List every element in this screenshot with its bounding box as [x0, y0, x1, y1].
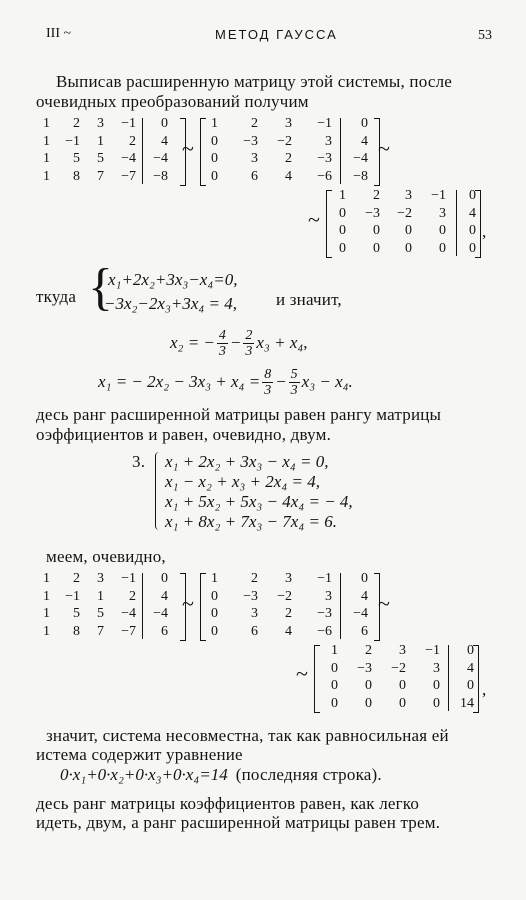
matrix-cell: 3: [433, 660, 440, 676]
matrix-cell: −1: [317, 571, 332, 586]
matrix-cell: −4: [153, 151, 168, 166]
matrix-cell: 4: [467, 660, 474, 676]
para1-line2: очевидных преобразований получим: [36, 92, 309, 111]
matrix-cell: −4: [121, 151, 136, 166]
matrix-cell: 1: [331, 643, 338, 658]
matrix-left-bracket: [326, 190, 332, 258]
tilde-b1: ~: [182, 591, 194, 616]
tilde-b2: ~: [378, 591, 390, 616]
matrix-cell: −1: [121, 116, 136, 131]
matrix-cell: −4: [353, 151, 368, 166]
matrix-left-bracket: [200, 118, 206, 186]
matrix-cell: −3: [317, 151, 332, 166]
matrix-cell: 3: [325, 588, 332, 604]
system3-number: 3.: [132, 452, 146, 471]
matrix-cell: 4: [161, 133, 168, 149]
matrix-cell: 3: [97, 571, 104, 586]
matrix-cell: 2: [285, 151, 292, 166]
otkuda-suffix: и значит,: [276, 290, 342, 309]
matrix-cell: 2: [251, 571, 258, 586]
system3-eq1: x₁ + 2x₂ + 3x₃ − x₄ = 0,: [165, 452, 329, 471]
matrix-cell: 1: [43, 151, 50, 166]
page-title: МЕТОД ГАУССА: [215, 27, 338, 42]
matrix-cell: 1: [43, 606, 50, 621]
matrix-cell: 3: [251, 606, 258, 621]
matrix-a1: [36, 116, 186, 186]
matrix-cell: 0: [211, 623, 218, 639]
matrix-b1: [36, 571, 186, 641]
matrix-cell: 1: [43, 623, 50, 639]
matrix-cell: −1: [65, 133, 80, 149]
matrix-cell: −4: [353, 606, 368, 621]
formula-x2-tail: x₃ + x₄,: [256, 333, 308, 352]
system3-eq3: x₁ + 5x₂ + 5x₃ − 4x₄ = − 4,: [165, 492, 353, 511]
augmentation-bar: [448, 645, 449, 711]
matrix-cell: 4: [469, 205, 476, 221]
matrix-cell: 0: [361, 571, 368, 586]
matrix-cell: 2: [73, 116, 80, 131]
matrix-cell: 5: [73, 151, 80, 166]
formula-x2: [170, 326, 308, 360]
matrix-cell: 0: [365, 678, 372, 693]
matrix-cell: 5: [73, 606, 80, 621]
matrix-cell: 1: [43, 571, 50, 586]
matrix-cell: 0: [211, 133, 218, 149]
matrix-cell: 1: [43, 168, 50, 184]
matrix-cell: 0: [331, 695, 338, 711]
matrix-cell: 4: [361, 133, 368, 149]
matrix-cell: 8: [73, 168, 80, 184]
matrix-cell: −8: [153, 168, 168, 184]
matrix-cell: 3: [439, 205, 446, 221]
matrix-cell: 1: [43, 116, 50, 131]
header-left-mark: III ~: [46, 26, 72, 41]
matrix-left-bracket: [314, 645, 320, 713]
para4-line3: десь ранг матрицы коэффициентов равен, как легко: [36, 794, 420, 813]
formula-x1-tail: x₃ − x₄.: [301, 372, 353, 391]
matrix-cell: 1: [211, 116, 218, 131]
matrix-cell: −1: [65, 588, 80, 604]
matrix-cell: −6: [317, 168, 332, 184]
matrix-cell: 6: [251, 623, 258, 639]
system-brace: {: [88, 259, 113, 316]
augmentation-bar: [456, 190, 457, 256]
matrix-cell: 0: [339, 240, 346, 256]
matrix-cell: 1: [97, 588, 104, 604]
matrix-cell: 4: [285, 623, 292, 639]
matrix-cell: 3: [325, 133, 332, 149]
matrix-cell: 3: [285, 571, 292, 586]
matrix-cell: 0: [439, 223, 446, 238]
matrix-cell: 0: [433, 678, 440, 693]
matrix-cell: 2: [129, 588, 136, 604]
matrix-b2: [200, 571, 380, 641]
augmentation-bar: [340, 118, 341, 184]
formula-x1: [98, 365, 353, 399]
para4-equation-line: [60, 765, 382, 785]
matrix-cell: −2: [391, 660, 406, 676]
matrix-cell: −8: [353, 168, 368, 184]
augmentation-bar: [142, 573, 143, 639]
comma-a3: ,: [482, 222, 487, 241]
matrix-cell: −1: [431, 188, 446, 203]
matrix-cell: 0: [331, 660, 338, 676]
matrix-cell: 0: [161, 116, 168, 131]
matrix-cell: 0: [211, 588, 218, 604]
formula-x1-mid: −: [275, 372, 287, 391]
matrix-cell: 1: [43, 133, 50, 149]
para4-line2: истема содержит уравнение: [36, 745, 243, 764]
matrix-cell: −1: [317, 116, 332, 131]
para3-line1: меем, очевидно,: [46, 547, 166, 566]
matrix-cell: 5: [97, 151, 104, 166]
augmentation-bar: [142, 118, 143, 184]
comma-b3: ,: [482, 680, 487, 699]
augmentation-bar: [340, 573, 341, 639]
matrix-cell: 3: [405, 188, 412, 203]
otkuda-label: ткуда: [36, 287, 77, 306]
matrix-cell: 0: [405, 223, 412, 238]
matrix-cell: 1: [97, 133, 104, 149]
fraction: $\frac{8}{3}$: [264, 366, 272, 398]
matrix-cell: 3: [97, 116, 104, 131]
matrix-cell: 0: [373, 223, 380, 238]
tilde-a2: ~: [378, 136, 390, 161]
matrix-cell: 0: [399, 678, 406, 693]
matrix-cell: 3: [251, 151, 258, 166]
system3-eq2: x₁ − x₂ + x₃ + 2x₄ = 4,: [165, 472, 320, 491]
formula-x2-mid: −: [229, 333, 242, 352]
matrix-cell: 0: [399, 695, 406, 711]
matrix-cell: 0: [469, 188, 476, 203]
system3-brace: [155, 452, 159, 530]
matrix-cell: 2: [373, 188, 380, 203]
otkuda-eq2: −3x₂−2x₃+3x₄ = 4,: [104, 294, 238, 313]
matrix-cell: −2: [277, 588, 292, 604]
matrix-cell: −3: [317, 606, 332, 621]
otkuda-eq1: x₁+2x₂+3x₃−x₄=0,: [108, 270, 238, 289]
matrix-cell: 2: [73, 571, 80, 586]
matrix-cell: 0: [161, 571, 168, 586]
matrix-cell: 0: [405, 240, 412, 256]
matrix-cell: 0: [365, 695, 372, 711]
tilde-a3: ~: [308, 207, 320, 232]
tilde-b3: ~: [296, 661, 308, 686]
fraction: $\frac{5}{3}$: [290, 366, 298, 398]
page-number: 53: [478, 28, 492, 43]
matrix-cell: 4: [161, 588, 168, 604]
matrix-cell: 3: [399, 643, 406, 658]
matrix-cell: 0: [211, 606, 218, 621]
matrix-cell: 0: [439, 240, 446, 256]
matrix-left-bracket: [200, 573, 206, 641]
matrix-cell: −4: [121, 606, 136, 621]
tilde-a1: ~: [182, 136, 194, 161]
matrix-cell: 5: [97, 606, 104, 621]
matrix-cell: 0: [469, 223, 476, 238]
matrix-cell: 0: [467, 643, 474, 658]
para4-line1: значит, система несовместна, так как равносильная ей: [46, 726, 449, 745]
matrix-cell: 2: [129, 133, 136, 149]
fraction: $\frac{4}{3}$: [218, 327, 226, 359]
inconsistent-equation: 0·x₁+0·x₂+0·x₃+0·x₄=14: [60, 765, 228, 784]
matrix-cell: 0: [339, 205, 346, 221]
matrix-cell: 6: [361, 623, 368, 639]
equation-note: (последняя строка).: [235, 765, 382, 784]
matrix-cell: 3: [285, 116, 292, 131]
matrix-cell: −3: [243, 588, 258, 604]
matrix-cell: −7: [121, 168, 136, 184]
matrix-cell: 2: [251, 116, 258, 131]
formula-x1-lhs: x₁ = − 2x₂ − 3x₃ + x₄ =: [98, 372, 261, 391]
matrix-cell: 1: [211, 571, 218, 586]
matrix-cell: −3: [243, 133, 258, 149]
system3-eq4: x₁ + 8x₂ + 7x₃ − 7x₄ = 6.: [165, 512, 337, 531]
matrix-cell: 14: [460, 695, 474, 711]
matrix-cell: 6: [161, 623, 168, 639]
para2-line1: десь ранг расширенной матрицы равен рангу матрицы: [36, 405, 442, 424]
matrix-cell: −1: [425, 643, 440, 658]
matrix-cell: −3: [365, 205, 380, 221]
matrix-cell: 1: [43, 588, 50, 604]
matrix-cell: 4: [361, 588, 368, 604]
matrix-a3: [326, 188, 481, 258]
matrix-cell: 0: [433, 695, 440, 711]
matrix-cell: −1: [121, 571, 136, 586]
fraction: $\frac{2}{3}$: [245, 327, 253, 359]
matrix-cell: −6: [317, 623, 332, 639]
matrix-cell: 6: [251, 168, 258, 184]
matrix-cell: 0: [339, 223, 346, 238]
matrix-cell: −2: [277, 133, 292, 149]
matrix-cell: 0: [211, 151, 218, 166]
matrix-cell: 7: [97, 623, 104, 639]
para4-line4: идеть, двум, а ранг расширенной матрицы равен трем.: [36, 813, 441, 832]
matrix-cell: 0: [373, 240, 380, 256]
matrix-cell: 0: [361, 116, 368, 131]
matrix-cell: −7: [121, 623, 136, 639]
matrix-a2: [200, 116, 380, 186]
matrix-cell: 2: [365, 643, 372, 658]
para1-line1: Выписав расширенную матрицу этой системы, после: [56, 72, 453, 91]
matrix-cell: 0: [331, 678, 338, 693]
matrix-b3: [314, 643, 479, 713]
matrix-cell: −4: [153, 606, 168, 621]
para2-line2: оэффициентов и равен, очевидно, двум.: [36, 425, 332, 444]
matrix-cell: −3: [357, 660, 372, 676]
matrix-cell: 8: [73, 623, 80, 639]
matrix-cell: 0: [469, 240, 476, 256]
matrix-cell: 4: [285, 168, 292, 184]
matrix-cell: 0: [467, 678, 474, 693]
matrix-cell: 2: [285, 606, 292, 621]
matrix-cell: 7: [97, 168, 104, 184]
matrix-cell: 1: [339, 188, 346, 203]
formula-x2-lhs: x₂ = −: [170, 333, 215, 352]
matrix-cell: −2: [397, 205, 412, 221]
matrix-cell: 0: [211, 168, 218, 184]
